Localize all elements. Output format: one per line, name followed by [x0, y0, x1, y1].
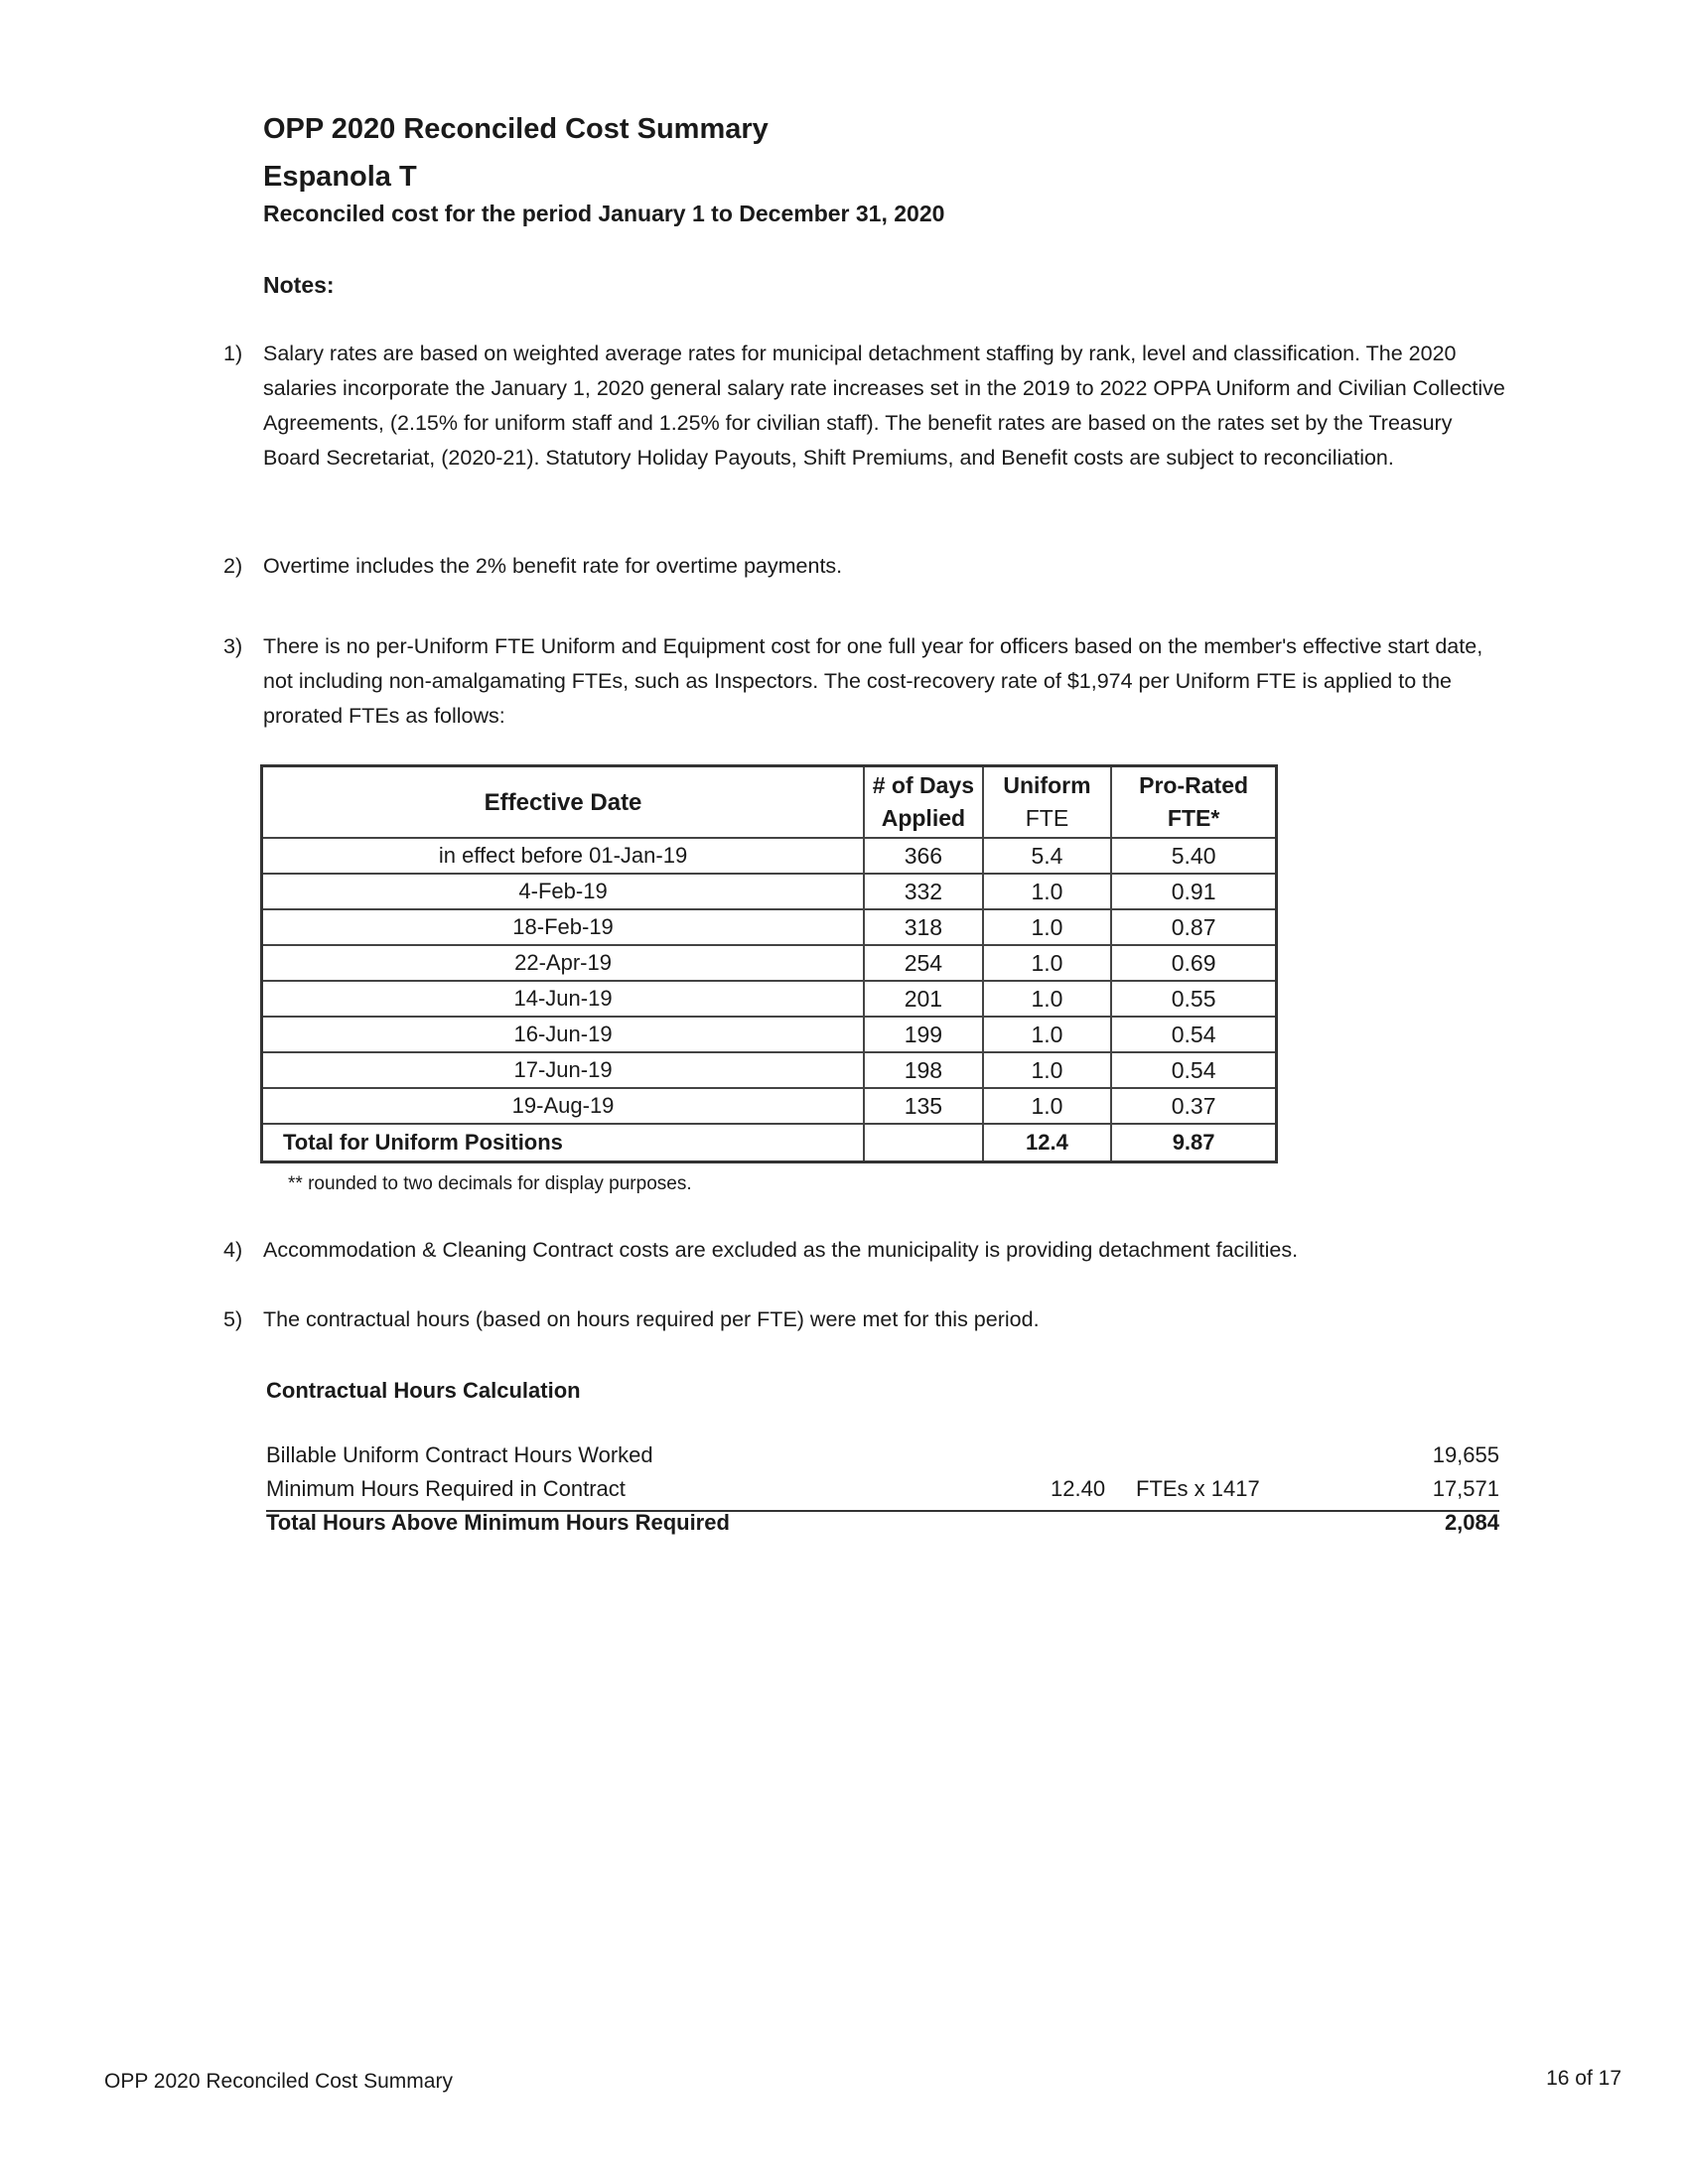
- table-row: [262, 874, 1277, 909]
- cell-effective-date: 18-Feb-19: [262, 909, 865, 945]
- header-uniform-fte: Uniform FTE: [983, 766, 1112, 839]
- cell-prorated-fte: 0.54: [1111, 1017, 1276, 1052]
- cell-effective-date: 4-Feb-19: [262, 874, 865, 909]
- total-uniform-fte: 12.4: [983, 1124, 1112, 1162]
- cell-days-applied: 198: [864, 1052, 983, 1088]
- cell-effective-date: in effect before 01-Jan-19: [262, 838, 865, 874]
- hours-label: Total Hours Above Minimum Hours Required: [266, 1510, 730, 1535]
- cell-days-applied: 201: [864, 981, 983, 1017]
- page-number: 16 of 17: [1546, 2067, 1621, 2090]
- cell-uniform-fte: 1.0: [983, 1088, 1112, 1124]
- note-1: [223, 337, 1514, 476]
- table-row: [262, 909, 1277, 945]
- table-total-row: [262, 1124, 1277, 1162]
- cell-days-applied: 199: [864, 1017, 983, 1052]
- note-4: [223, 1233, 1514, 1268]
- cell-uniform-fte: 1.0: [983, 909, 1112, 945]
- cell-effective-date: 19-Aug-19: [262, 1088, 865, 1124]
- header-effective-date: Effective Date: [262, 766, 865, 839]
- note-3: [223, 629, 1514, 734]
- note-text: Overtime includes the 2% benefit rate for overtime payments.: [263, 554, 843, 578]
- cell-days-applied: 254: [864, 945, 983, 981]
- total-prorated-fte: 9.87: [1111, 1124, 1276, 1162]
- hours-row-minimum: [266, 1476, 1499, 1512]
- table-row: [262, 1088, 1277, 1124]
- hours-row-billable: [266, 1442, 1499, 1476]
- cell-effective-date: 16-Jun-19: [262, 1017, 865, 1052]
- cell-effective-date: 17-Jun-19: [262, 1052, 865, 1088]
- header-prorated-fte: Pro-Rated FTE*: [1111, 766, 1276, 839]
- note-number: 1): [223, 341, 243, 365]
- notes-heading: Notes:: [263, 272, 335, 298]
- hours-value: 17,571: [1432, 1476, 1499, 1501]
- note-number: 3): [223, 634, 243, 658]
- note-number: 4): [223, 1238, 243, 1262]
- cell-prorated-fte: 0.37: [1111, 1088, 1276, 1124]
- cell-prorated-fte: 0.87: [1111, 909, 1276, 945]
- note-text: The contractual hours (based on hours required per FTE) were met for this period.: [263, 1307, 1040, 1331]
- cell-effective-date: 22-Apr-19: [262, 945, 865, 981]
- hours-row-total: [266, 1510, 1499, 1544]
- table-row: [262, 838, 1277, 874]
- note-text: There is no per-Uniform FTE Uniform and Equipment cost for one full year for officers based on the member's effective start date, not including non-amalgamating FTEs, such as Inspectors. The cost-recovery rate of $1,974 per Uniform FTE is applied to the prorated FTEs as follows:: [263, 634, 1483, 728]
- note-2: [223, 549, 1514, 584]
- cell-uniform-fte: 1.0: [983, 1052, 1112, 1088]
- cell-uniform-fte: 1.0: [983, 1017, 1112, 1052]
- hours-value: 2,084: [1444, 1510, 1499, 1535]
- cell-uniform-fte: 1.0: [983, 981, 1112, 1017]
- hours-value: 19,655: [1432, 1442, 1499, 1467]
- header-days-applied: # of Days Applied: [864, 766, 983, 839]
- cell-days-applied: 135: [864, 1088, 983, 1124]
- total-label: Total for Uniform Positions: [262, 1124, 865, 1162]
- prorated-fte-table: [260, 764, 1278, 1163]
- cell-prorated-fte: 0.55: [1111, 981, 1276, 1017]
- hours-label: Minimum Hours Required in Contract: [266, 1476, 626, 1501]
- note-number: 2): [223, 554, 243, 578]
- table-header-row: [262, 766, 1277, 839]
- table-row: [262, 1052, 1277, 1088]
- cell-uniform-fte: 1.0: [983, 945, 1112, 981]
- cell-prorated-fte: 0.91: [1111, 874, 1276, 909]
- table-footnote: ** rounded to two decimals for display purposes.: [288, 1173, 692, 1194]
- cell-days-applied: 366: [864, 838, 983, 874]
- table-row: [262, 981, 1277, 1017]
- cell-prorated-fte: 0.54: [1111, 1052, 1276, 1088]
- cell-days-applied: 318: [864, 909, 983, 945]
- note-number: 5): [223, 1307, 243, 1331]
- table-row: [262, 1017, 1277, 1052]
- total-days: [864, 1124, 983, 1162]
- table-row: [262, 945, 1277, 981]
- cell-prorated-fte: 5.40: [1111, 838, 1276, 874]
- hours-multiplier: FTEs x 1417: [1136, 1476, 1260, 1501]
- note-text: Accommodation & Cleaning Contract costs are excluded as the municipality is providing detachment facilities.: [263, 1238, 1299, 1262]
- cell-effective-date: 14-Jun-19: [262, 981, 865, 1017]
- footer-document-title: OPP 2020 Reconciled Cost Summary: [104, 2070, 453, 2093]
- cell-uniform-fte: 5.4: [983, 838, 1112, 874]
- cell-uniform-fte: 1.0: [983, 874, 1112, 909]
- document-title: OPP 2020 Reconciled Cost Summary: [263, 113, 769, 145]
- document-subtitle: Espanola T: [263, 161, 417, 193]
- cell-days-applied: 332: [864, 874, 983, 909]
- contractual-hours-heading: Contractual Hours Calculation: [266, 1378, 581, 1403]
- reconciliation-period: Reconciled cost for the period January 1 to December 31, 2020: [263, 201, 945, 226]
- note-text: Salary rates are based on weighted average rates for municipal detachment staffing by rank, level and classification. The 2020 salaries incorporate the January 1, 2020 general salary rate increases set in the 2019 to 2022 OPPA Uniform and Civilian Collective Agreements, (2.15% for uniform staff and 1.25% for civilian staff). The benefit rates are based on the rates set by the Treasury Board Secretariat, (2020-21). Statutory Holiday Payouts, Shift Premiums, and Benefit costs are subject to reconciliation.: [263, 341, 1505, 470]
- cell-prorated-fte: 0.69: [1111, 945, 1276, 981]
- hours-ftes: 12.40: [1051, 1476, 1106, 1501]
- note-5: [223, 1302, 1514, 1337]
- hours-label: Billable Uniform Contract Hours Worked: [266, 1442, 653, 1467]
